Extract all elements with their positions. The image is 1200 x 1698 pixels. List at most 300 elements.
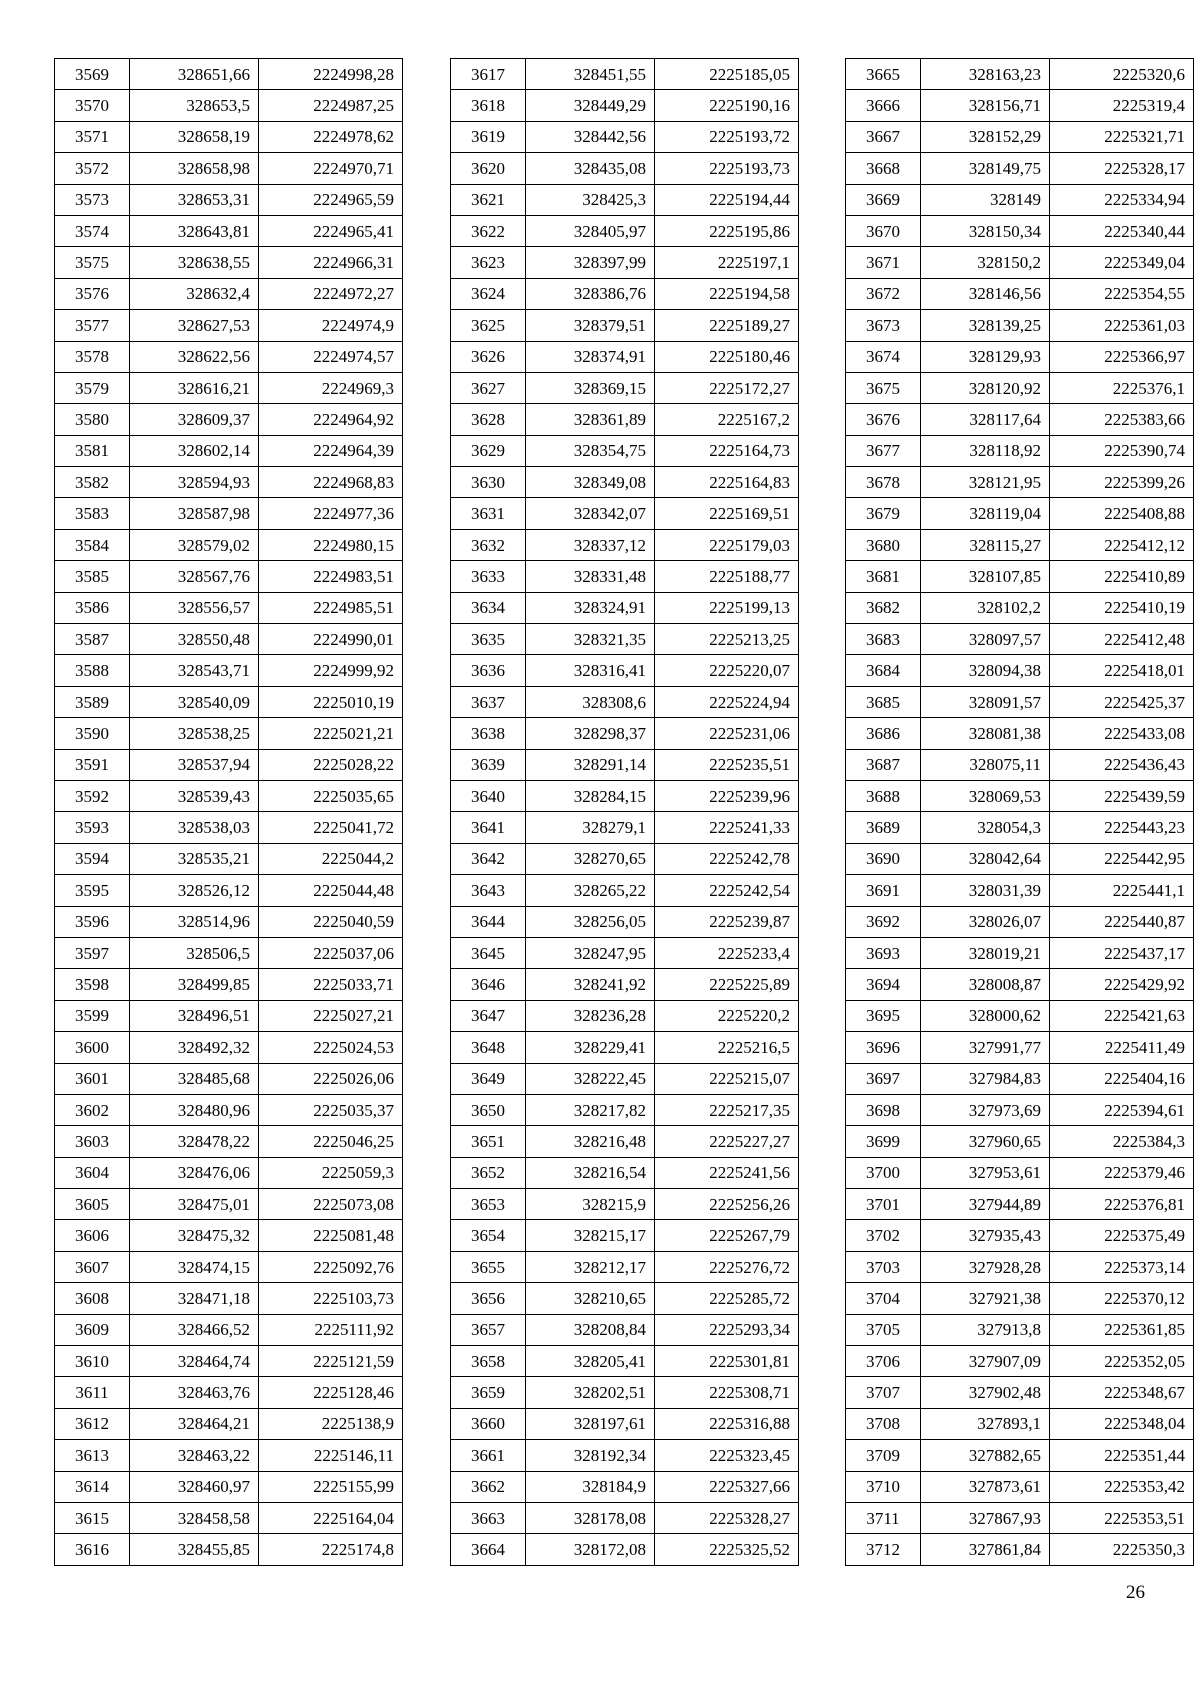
table-row [846,780,1194,811]
x-coordinate-cell: 328119,04 [921,498,1050,529]
point-number-cell: 3711 [846,1502,921,1533]
x-coordinate-cell: 328638,55 [130,247,259,278]
y-coordinate-cell: 2224970,71 [259,153,403,184]
y-coordinate-cell: 2225285,72 [655,1283,799,1314]
y-coordinate-cell: 2225348,04 [1050,1408,1194,1439]
point-number-cell: 3600 [55,1032,130,1063]
table-row [55,1000,403,1031]
table-row [846,341,1194,372]
point-number-cell: 3609 [55,1314,130,1345]
point-number-cell: 3597 [55,937,130,968]
table-row [55,215,403,246]
point-number-cell: 3694 [846,969,921,1000]
y-coordinate-cell: 2225411,49 [1050,1032,1194,1063]
coordinates-table-2 [450,58,799,1566]
page-number: 26 [1126,1582,1145,1603]
table-row [55,969,403,1000]
x-coordinate-cell: 328475,32 [130,1220,259,1251]
point-number-cell: 3613 [55,1440,130,1471]
table-row [846,247,1194,278]
point-number-cell: 3651 [451,1126,526,1157]
x-coordinate-cell: 328321,35 [526,624,655,655]
table-row [55,1251,403,1282]
table-row [55,1126,403,1157]
y-coordinate-cell: 2224990,01 [259,624,403,655]
x-coordinate-cell: 328212,17 [526,1251,655,1282]
point-number-cell: 3637 [451,686,526,717]
x-coordinate-cell: 328216,54 [526,1157,655,1188]
table-row [55,843,403,874]
x-coordinate-cell: 328622,56 [130,341,259,372]
table-row [55,1157,403,1188]
table-row [846,529,1194,560]
y-coordinate-cell: 2225354,55 [1050,278,1194,309]
y-coordinate-cell: 2225121,59 [259,1346,403,1377]
table-row [846,1126,1194,1157]
x-coordinate-cell: 328210,65 [526,1283,655,1314]
point-number-cell: 3701 [846,1189,921,1220]
table-row [451,498,799,529]
x-coordinate-cell: 328337,12 [526,529,655,560]
y-coordinate-cell: 2225353,51 [1050,1502,1194,1533]
point-number-cell: 3664 [451,1534,526,1565]
y-coordinate-cell: 2225361,85 [1050,1314,1194,1345]
table-row [55,875,403,906]
point-number-cell: 3665 [846,59,921,90]
point-number-cell: 3577 [55,310,130,341]
y-coordinate-cell: 2225242,54 [655,875,799,906]
x-coordinate-cell: 328514,96 [130,906,259,937]
x-coordinate-cell: 328449,29 [526,90,655,121]
table-row [451,812,799,843]
y-coordinate-cell: 2225021,21 [259,718,403,749]
y-coordinate-cell: 2225041,72 [259,812,403,843]
x-coordinate-cell: 328205,41 [526,1346,655,1377]
table-row [846,875,1194,906]
x-coordinate-cell: 328405,97 [526,215,655,246]
table-row [451,59,799,90]
x-coordinate-cell: 328279,1 [526,812,655,843]
y-coordinate-cell: 2224969,3 [259,372,403,403]
y-coordinate-cell: 2225241,33 [655,812,799,843]
point-number-cell: 3652 [451,1157,526,1188]
y-coordinate-cell: 2225233,4 [655,937,799,968]
point-number-cell: 3688 [846,780,921,811]
y-coordinate-cell: 2225408,88 [1050,498,1194,529]
y-coordinate-cell: 2225293,34 [655,1314,799,1345]
point-number-cell: 3601 [55,1063,130,1094]
x-coordinate-cell: 328464,74 [130,1346,259,1377]
table-row [846,1471,1194,1502]
table-row [55,749,403,780]
point-number-cell: 3677 [846,435,921,466]
x-coordinate-cell: 328184,9 [526,1471,655,1502]
table-row [55,1283,403,1314]
y-coordinate-cell: 2225350,3 [1050,1534,1194,1565]
point-number-cell: 3639 [451,749,526,780]
y-coordinate-cell: 2224978,62 [259,121,403,152]
x-coordinate-cell: 328550,48 [130,624,259,655]
x-coordinate-cell: 327893,1 [921,1408,1050,1439]
x-coordinate-cell: 328653,31 [130,184,259,215]
y-coordinate-cell: 2225044,2 [259,843,403,874]
point-number-cell: 3699 [846,1126,921,1157]
point-number-cell: 3663 [451,1502,526,1533]
y-coordinate-cell: 2225033,71 [259,969,403,1000]
table-row [451,1346,799,1377]
x-coordinate-cell: 327984,83 [921,1063,1050,1094]
x-coordinate-cell: 328298,37 [526,718,655,749]
x-coordinate-cell: 328149 [921,184,1050,215]
y-coordinate-cell: 2225348,67 [1050,1377,1194,1408]
y-coordinate-cell: 2225224,94 [655,686,799,717]
y-coordinate-cell: 2225366,97 [1050,341,1194,372]
x-coordinate-cell: 328579,02 [130,529,259,560]
x-coordinate-cell: 328556,57 [130,592,259,623]
table-row [55,90,403,121]
point-number-cell: 3614 [55,1471,130,1502]
x-coordinate-cell: 328069,53 [921,780,1050,811]
x-coordinate-cell: 328463,22 [130,1440,259,1471]
table-row [451,655,799,686]
x-coordinate-cell: 328537,94 [130,749,259,780]
point-number-cell: 3612 [55,1408,130,1439]
y-coordinate-cell: 2225044,48 [259,875,403,906]
point-number-cell: 3580 [55,404,130,435]
y-coordinate-cell: 2225384,3 [1050,1126,1194,1157]
table-row [55,1346,403,1377]
point-number-cell: 3691 [846,875,921,906]
table-row [846,1220,1194,1251]
y-coordinate-cell: 2225128,46 [259,1377,403,1408]
point-number-cell: 3607 [55,1251,130,1282]
table-row [55,278,403,309]
point-number-cell: 3579 [55,372,130,403]
table-row [451,561,799,592]
x-coordinate-cell: 328374,91 [526,341,655,372]
y-coordinate-cell: 2225276,72 [655,1251,799,1282]
point-number-cell: 3682 [846,592,921,623]
table-row [451,843,799,874]
y-coordinate-cell: 2225399,26 [1050,467,1194,498]
point-number-cell: 3695 [846,1000,921,1031]
table-row [55,467,403,498]
y-coordinate-cell: 2225189,27 [655,310,799,341]
point-number-cell: 3571 [55,121,130,152]
table-row [55,1032,403,1063]
point-number-cell: 3675 [846,372,921,403]
table-row [55,686,403,717]
x-coordinate-cell: 328152,29 [921,121,1050,152]
point-number-cell: 3707 [846,1377,921,1408]
x-coordinate-cell: 328217,82 [526,1094,655,1125]
point-number-cell: 3610 [55,1346,130,1377]
x-coordinate-cell: 327913,8 [921,1314,1050,1345]
point-number-cell: 3712 [846,1534,921,1565]
x-coordinate-cell: 328587,98 [130,498,259,529]
table-row [55,498,403,529]
y-coordinate-cell: 2225437,17 [1050,937,1194,968]
table-row [846,906,1194,937]
y-coordinate-cell: 2225220,2 [655,1000,799,1031]
table-row [451,121,799,152]
point-number-cell: 3672 [846,278,921,309]
y-coordinate-cell: 2225216,5 [655,1032,799,1063]
y-coordinate-cell: 2225138,9 [259,1408,403,1439]
x-coordinate-cell: 328308,6 [526,686,655,717]
point-number-cell: 3670 [846,215,921,246]
x-coordinate-cell: 328386,76 [526,278,655,309]
point-number-cell: 3710 [846,1471,921,1502]
table-row [55,247,403,278]
table-row [55,655,403,686]
y-coordinate-cell: 2225379,46 [1050,1157,1194,1188]
x-coordinate-cell: 328256,05 [526,906,655,937]
point-number-cell: 3661 [451,1440,526,1471]
y-coordinate-cell: 2225425,37 [1050,686,1194,717]
x-coordinate-cell: 327991,77 [921,1032,1050,1063]
y-coordinate-cell: 2225327,66 [655,1471,799,1502]
point-number-cell: 3648 [451,1032,526,1063]
table-row [55,812,403,843]
table-row [55,937,403,968]
x-coordinate-cell: 328425,3 [526,184,655,215]
x-coordinate-cell: 327928,28 [921,1251,1050,1282]
y-coordinate-cell: 2225352,05 [1050,1346,1194,1377]
y-coordinate-cell: 2225024,53 [259,1032,403,1063]
point-number-cell: 3590 [55,718,130,749]
point-number-cell: 3594 [55,843,130,874]
point-number-cell: 3630 [451,467,526,498]
table-row [55,1377,403,1408]
point-number-cell: 3646 [451,969,526,1000]
x-coordinate-cell: 328496,51 [130,1000,259,1031]
x-coordinate-cell: 328178,08 [526,1502,655,1533]
x-coordinate-cell: 328019,21 [921,937,1050,968]
table-row [55,718,403,749]
point-number-cell: 3616 [55,1534,130,1565]
table-row [451,1126,799,1157]
x-coordinate-cell: 328054,3 [921,812,1050,843]
y-coordinate-cell: 2225351,44 [1050,1440,1194,1471]
table-row [451,969,799,1000]
y-coordinate-cell: 2224980,15 [259,529,403,560]
point-number-cell: 3589 [55,686,130,717]
y-coordinate-cell: 2225028,22 [259,749,403,780]
point-number-cell: 3658 [451,1346,526,1377]
y-coordinate-cell: 2225376,81 [1050,1189,1194,1220]
x-coordinate-cell: 327907,09 [921,1346,1050,1377]
y-coordinate-cell: 2225308,71 [655,1377,799,1408]
y-coordinate-cell: 2224998,28 [259,59,403,90]
point-number-cell: 3591 [55,749,130,780]
table-row [846,153,1194,184]
table-row [451,686,799,717]
x-coordinate-cell: 328354,75 [526,435,655,466]
x-coordinate-cell: 328476,06 [130,1157,259,1188]
x-coordinate-cell: 328349,08 [526,467,655,498]
point-number-cell: 3669 [846,184,921,215]
table-row [846,718,1194,749]
point-number-cell: 3576 [55,278,130,309]
y-coordinate-cell: 2225217,35 [655,1094,799,1125]
point-number-cell: 3634 [451,592,526,623]
x-coordinate-cell: 328602,14 [130,435,259,466]
x-coordinate-cell: 327873,61 [921,1471,1050,1502]
x-coordinate-cell: 328291,14 [526,749,655,780]
y-coordinate-cell: 2225164,04 [259,1502,403,1533]
table-row [846,215,1194,246]
x-coordinate-cell: 328451,55 [526,59,655,90]
table-row [846,1502,1194,1533]
x-coordinate-cell: 328474,15 [130,1251,259,1282]
table-row [55,372,403,403]
x-coordinate-cell: 328316,41 [526,655,655,686]
y-coordinate-cell: 2225375,49 [1050,1220,1194,1251]
point-number-cell: 3647 [451,1000,526,1031]
x-coordinate-cell: 328460,97 [130,1471,259,1502]
table-row [846,686,1194,717]
table-row [55,121,403,152]
x-coordinate-cell: 328492,32 [130,1032,259,1063]
x-coordinate-cell: 328567,76 [130,561,259,592]
y-coordinate-cell: 2225443,23 [1050,812,1194,843]
table-row [451,749,799,780]
point-number-cell: 3680 [846,529,921,560]
y-coordinate-cell: 2224964,39 [259,435,403,466]
table-row [451,875,799,906]
y-coordinate-cell: 2225059,3 [259,1157,403,1188]
point-number-cell: 3697 [846,1063,921,1094]
x-coordinate-cell: 328075,11 [921,749,1050,780]
y-coordinate-cell: 2225172,27 [655,372,799,403]
point-number-cell: 3690 [846,843,921,874]
y-coordinate-cell: 2225092,76 [259,1251,403,1282]
point-number-cell: 3649 [451,1063,526,1094]
x-coordinate-cell: 328031,39 [921,875,1050,906]
y-coordinate-cell: 2225340,44 [1050,215,1194,246]
x-coordinate-cell: 328475,01 [130,1189,259,1220]
x-coordinate-cell: 328499,85 [130,969,259,1000]
point-number-cell: 3606 [55,1220,130,1251]
point-number-cell: 3655 [451,1251,526,1282]
x-coordinate-cell: 328081,38 [921,718,1050,749]
point-number-cell: 3702 [846,1220,921,1251]
table-row [55,780,403,811]
point-number-cell: 3624 [451,278,526,309]
point-number-cell: 3623 [451,247,526,278]
x-coordinate-cell: 328139,25 [921,310,1050,341]
x-coordinate-cell: 328000,62 [921,1000,1050,1031]
y-coordinate-cell: 2225439,59 [1050,780,1194,811]
point-number-cell: 3629 [451,435,526,466]
table-row [55,341,403,372]
table-row [55,1471,403,1502]
table-row [451,1283,799,1314]
table-row [846,561,1194,592]
point-number-cell: 3618 [451,90,526,121]
y-coordinate-cell: 2225155,99 [259,1471,403,1502]
table-row [451,592,799,623]
x-coordinate-cell: 328215,17 [526,1220,655,1251]
table-row [451,624,799,655]
point-number-cell: 3572 [55,153,130,184]
table-row [55,1440,403,1471]
y-coordinate-cell: 2225227,27 [655,1126,799,1157]
table-row [451,1094,799,1125]
x-coordinate-cell: 328208,84 [526,1314,655,1345]
x-coordinate-cell: 328609,37 [130,404,259,435]
x-coordinate-cell: 327867,93 [921,1502,1050,1533]
table-row [451,718,799,749]
point-number-cell: 3625 [451,310,526,341]
table-row [55,561,403,592]
point-number-cell: 3666 [846,90,921,121]
y-coordinate-cell: 2224965,41 [259,215,403,246]
x-coordinate-cell: 328117,64 [921,404,1050,435]
y-coordinate-cell: 2225188,77 [655,561,799,592]
y-coordinate-cell: 2225349,04 [1050,247,1194,278]
y-coordinate-cell: 2225081,48 [259,1220,403,1251]
table-row [451,184,799,215]
table-row [451,1471,799,1502]
table-row [846,1189,1194,1220]
y-coordinate-cell: 2225194,44 [655,184,799,215]
table-row [451,153,799,184]
table-row [846,90,1194,121]
y-coordinate-cell: 2225026,06 [259,1063,403,1094]
table-row [55,59,403,90]
point-number-cell: 3575 [55,247,130,278]
table-row [451,278,799,309]
y-coordinate-cell: 2225213,25 [655,624,799,655]
y-coordinate-cell: 2225316,88 [655,1408,799,1439]
table-row [846,843,1194,874]
point-number-cell: 3588 [55,655,130,686]
y-coordinate-cell: 2225180,46 [655,341,799,372]
table-row [846,1377,1194,1408]
y-coordinate-cell: 2224966,31 [259,247,403,278]
table-row [451,1189,799,1220]
x-coordinate-cell: 328369,15 [526,372,655,403]
x-coordinate-cell: 328653,5 [130,90,259,121]
x-coordinate-cell: 328102,2 [921,592,1050,623]
y-coordinate-cell: 2225376,1 [1050,372,1194,403]
y-coordinate-cell: 2225190,16 [655,90,799,121]
y-coordinate-cell: 2225073,08 [259,1189,403,1220]
point-number-cell: 3645 [451,937,526,968]
table-row [451,1440,799,1471]
y-coordinate-cell: 2225193,72 [655,121,799,152]
y-coordinate-cell: 2225010,19 [259,686,403,717]
y-coordinate-cell: 2224985,51 [259,592,403,623]
x-coordinate-cell: 328172,08 [526,1534,655,1565]
x-coordinate-cell: 328121,95 [921,467,1050,498]
table-row [846,1283,1194,1314]
table-row [451,1032,799,1063]
x-coordinate-cell: 328094,38 [921,655,1050,686]
x-coordinate-cell: 328107,85 [921,561,1050,592]
x-coordinate-cell: 328265,22 [526,875,655,906]
point-number-cell: 3704 [846,1283,921,1314]
x-coordinate-cell: 327960,65 [921,1126,1050,1157]
point-number-cell: 3679 [846,498,921,529]
point-number-cell: 3693 [846,937,921,968]
y-coordinate-cell: 2225410,19 [1050,592,1194,623]
x-coordinate-cell: 328466,52 [130,1314,259,1345]
y-coordinate-cell: 2225164,83 [655,467,799,498]
point-number-cell: 3628 [451,404,526,435]
